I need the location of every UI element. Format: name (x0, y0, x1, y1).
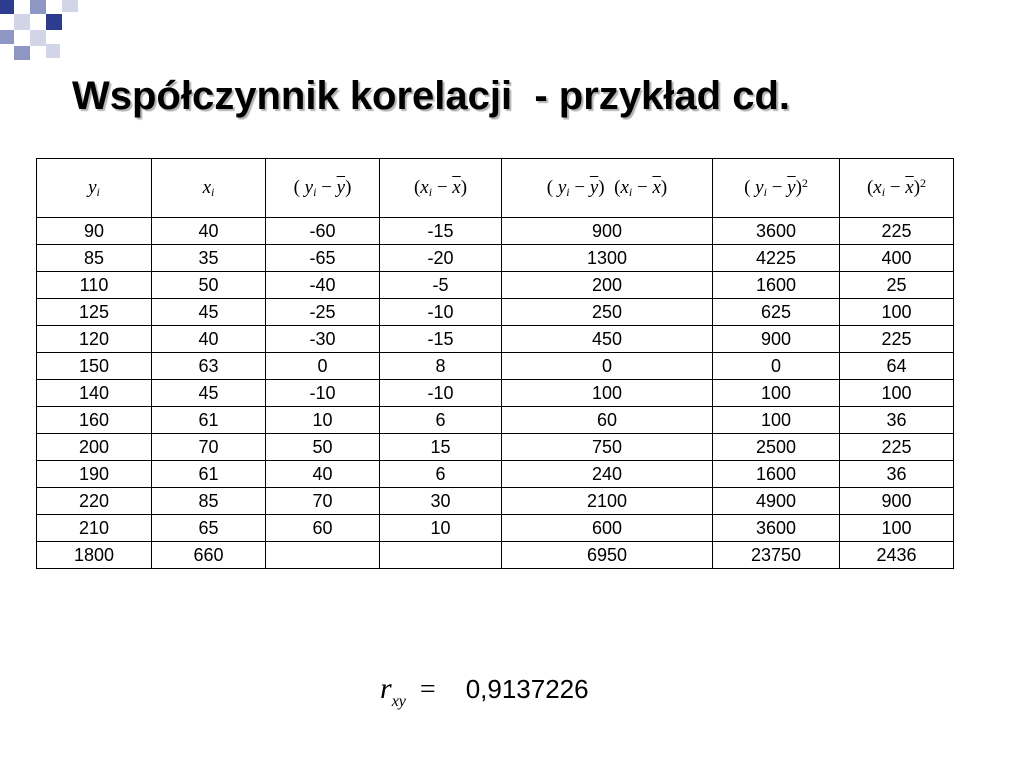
table-cell (266, 542, 380, 569)
table-cell: 35 (152, 245, 266, 272)
table-cell: 900 (840, 488, 954, 515)
table-cell: 70 (152, 434, 266, 461)
header-cell: ( $y_i - \overline{y}$) (266, 159, 380, 218)
table-cell: 85 (152, 488, 266, 515)
table-cell: 60 (266, 515, 380, 542)
deco-square (46, 44, 60, 58)
table-row (37, 515, 954, 542)
table-cell: 60 (502, 407, 713, 434)
table-cell: -25 (266, 299, 380, 326)
table-cell: 100 (840, 515, 954, 542)
table-cell: 1600 (713, 272, 840, 299)
table-row (37, 488, 954, 515)
table-cell: 625 (713, 299, 840, 326)
table-cell: -15 (380, 326, 502, 353)
table-cell: -10 (266, 380, 380, 407)
table-cell: 2500 (713, 434, 840, 461)
table-body (37, 218, 954, 569)
table-cell: -65 (266, 245, 380, 272)
table-cell: 4900 (713, 488, 840, 515)
table-cell: 100 (840, 299, 954, 326)
table-cell: -15 (380, 218, 502, 245)
table-cell: 85 (37, 245, 152, 272)
table-cell: 240 (502, 461, 713, 488)
corner-decoration (0, 0, 80, 62)
table-cell: 25 (840, 272, 954, 299)
table-cell: 100 (713, 380, 840, 407)
deco-square (30, 30, 46, 46)
table-cell: 40 (266, 461, 380, 488)
table-cell: 63 (152, 353, 266, 380)
table-cell: 8 (380, 353, 502, 380)
table-row (37, 461, 954, 488)
header-cell: $(x_i - \overline{x})$ (380, 159, 502, 218)
correlation-result (380, 672, 589, 710)
table-header-row (37, 159, 954, 218)
deco-square (0, 30, 14, 44)
table-cell: 210 (37, 515, 152, 542)
table-cell: 660 (152, 542, 266, 569)
deco-square (0, 0, 14, 14)
table-cell: 600 (502, 515, 713, 542)
header-cell: $x_i$ (152, 159, 266, 218)
table-row (37, 353, 954, 380)
table-cell: 200 (37, 434, 152, 461)
table-row (37, 218, 954, 245)
table-cell: 45 (152, 299, 266, 326)
table-cell: 1800 (37, 542, 152, 569)
table-cell: 30 (380, 488, 502, 515)
table-cell: -20 (380, 245, 502, 272)
table-cell: 23750 (713, 542, 840, 569)
table-cell: -30 (266, 326, 380, 353)
table-cell: 64 (840, 353, 954, 380)
r-symbol: r (380, 672, 392, 705)
table-cell: 400 (840, 245, 954, 272)
table-row (37, 245, 954, 272)
table-cell: 125 (37, 299, 152, 326)
table-cell: 6 (380, 461, 502, 488)
table-cell: -60 (266, 218, 380, 245)
table-cell: 160 (37, 407, 152, 434)
table-cell: 100 (840, 380, 954, 407)
table-cell: 150 (37, 353, 152, 380)
totals-row (37, 542, 954, 569)
table-cell: 220 (37, 488, 152, 515)
table-cell: -5 (380, 272, 502, 299)
table-cell: 900 (713, 326, 840, 353)
table-cell: 3600 (713, 515, 840, 542)
table-row (37, 407, 954, 434)
deco-square (30, 0, 46, 14)
table-cell: 50 (152, 272, 266, 299)
table-cell: 250 (502, 299, 713, 326)
table-cell: 36 (840, 407, 954, 434)
table-cell: 10 (380, 515, 502, 542)
deco-square (14, 46, 30, 60)
table-cell: -40 (266, 272, 380, 299)
equals-sign: = (419, 674, 436, 705)
table-cell: 10 (266, 407, 380, 434)
table-cell: -10 (380, 380, 502, 407)
table-cell: 61 (152, 407, 266, 434)
table-cell: 90 (37, 218, 152, 245)
table-cell: 0 (502, 353, 713, 380)
table-cell: 900 (502, 218, 713, 245)
table-row (37, 326, 954, 353)
table-cell: 6 (380, 407, 502, 434)
slide-title: Współczynnik korelacji - przykład cd. (72, 74, 790, 118)
deco-square (46, 14, 62, 30)
table-cell: 4225 (713, 245, 840, 272)
table-cell: 120 (37, 326, 152, 353)
table-cell: 225 (840, 326, 954, 353)
table-cell (380, 542, 502, 569)
table-cell: -10 (380, 299, 502, 326)
correlation-value: 0,9137226 (465, 674, 589, 704)
table-cell: 1300 (502, 245, 713, 272)
header-cell: ( $y_i - \overline{y}$) $(x_i - \overline{x})$ (502, 159, 713, 218)
table-cell: 100 (713, 407, 840, 434)
table-cell: 1600 (713, 461, 840, 488)
table-cell: 750 (502, 434, 713, 461)
table-row (37, 299, 954, 326)
header-cell: $y_i$ (37, 159, 152, 218)
header-cell: ( $y_i - \overline{y})^2$ (713, 159, 840, 218)
table-cell: 40 (152, 326, 266, 353)
table-cell: 225 (840, 434, 954, 461)
table-cell: 61 (152, 461, 266, 488)
table-cell: 40 (152, 218, 266, 245)
table-cell: 65 (152, 515, 266, 542)
table-row (37, 272, 954, 299)
table-cell: 3600 (713, 218, 840, 245)
deco-square (14, 14, 30, 30)
table-row (37, 434, 954, 461)
table-cell: 6950 (502, 542, 713, 569)
table-cell: 0 (266, 353, 380, 380)
table-cell: 450 (502, 326, 713, 353)
table-cell: 100 (502, 380, 713, 407)
r-subscript: xy (391, 693, 406, 710)
header-cell: $(x_i - \overline{x})^2$ (840, 159, 954, 218)
table-cell: 15 (380, 434, 502, 461)
table-cell: 45 (152, 380, 266, 407)
table-cell: 200 (502, 272, 713, 299)
table-cell: 0 (713, 353, 840, 380)
table-cell: 50 (266, 434, 380, 461)
table-row (37, 380, 954, 407)
table-cell: 36 (840, 461, 954, 488)
table-cell: 2100 (502, 488, 713, 515)
table-cell: 110 (37, 272, 152, 299)
table-cell: 70 (266, 488, 380, 515)
correlation-table (36, 158, 954, 569)
deco-square (62, 0, 78, 12)
table-cell: 225 (840, 218, 954, 245)
table-cell: 140 (37, 380, 152, 407)
table-cell: 2436 (840, 542, 954, 569)
table-cell: 190 (37, 461, 152, 488)
